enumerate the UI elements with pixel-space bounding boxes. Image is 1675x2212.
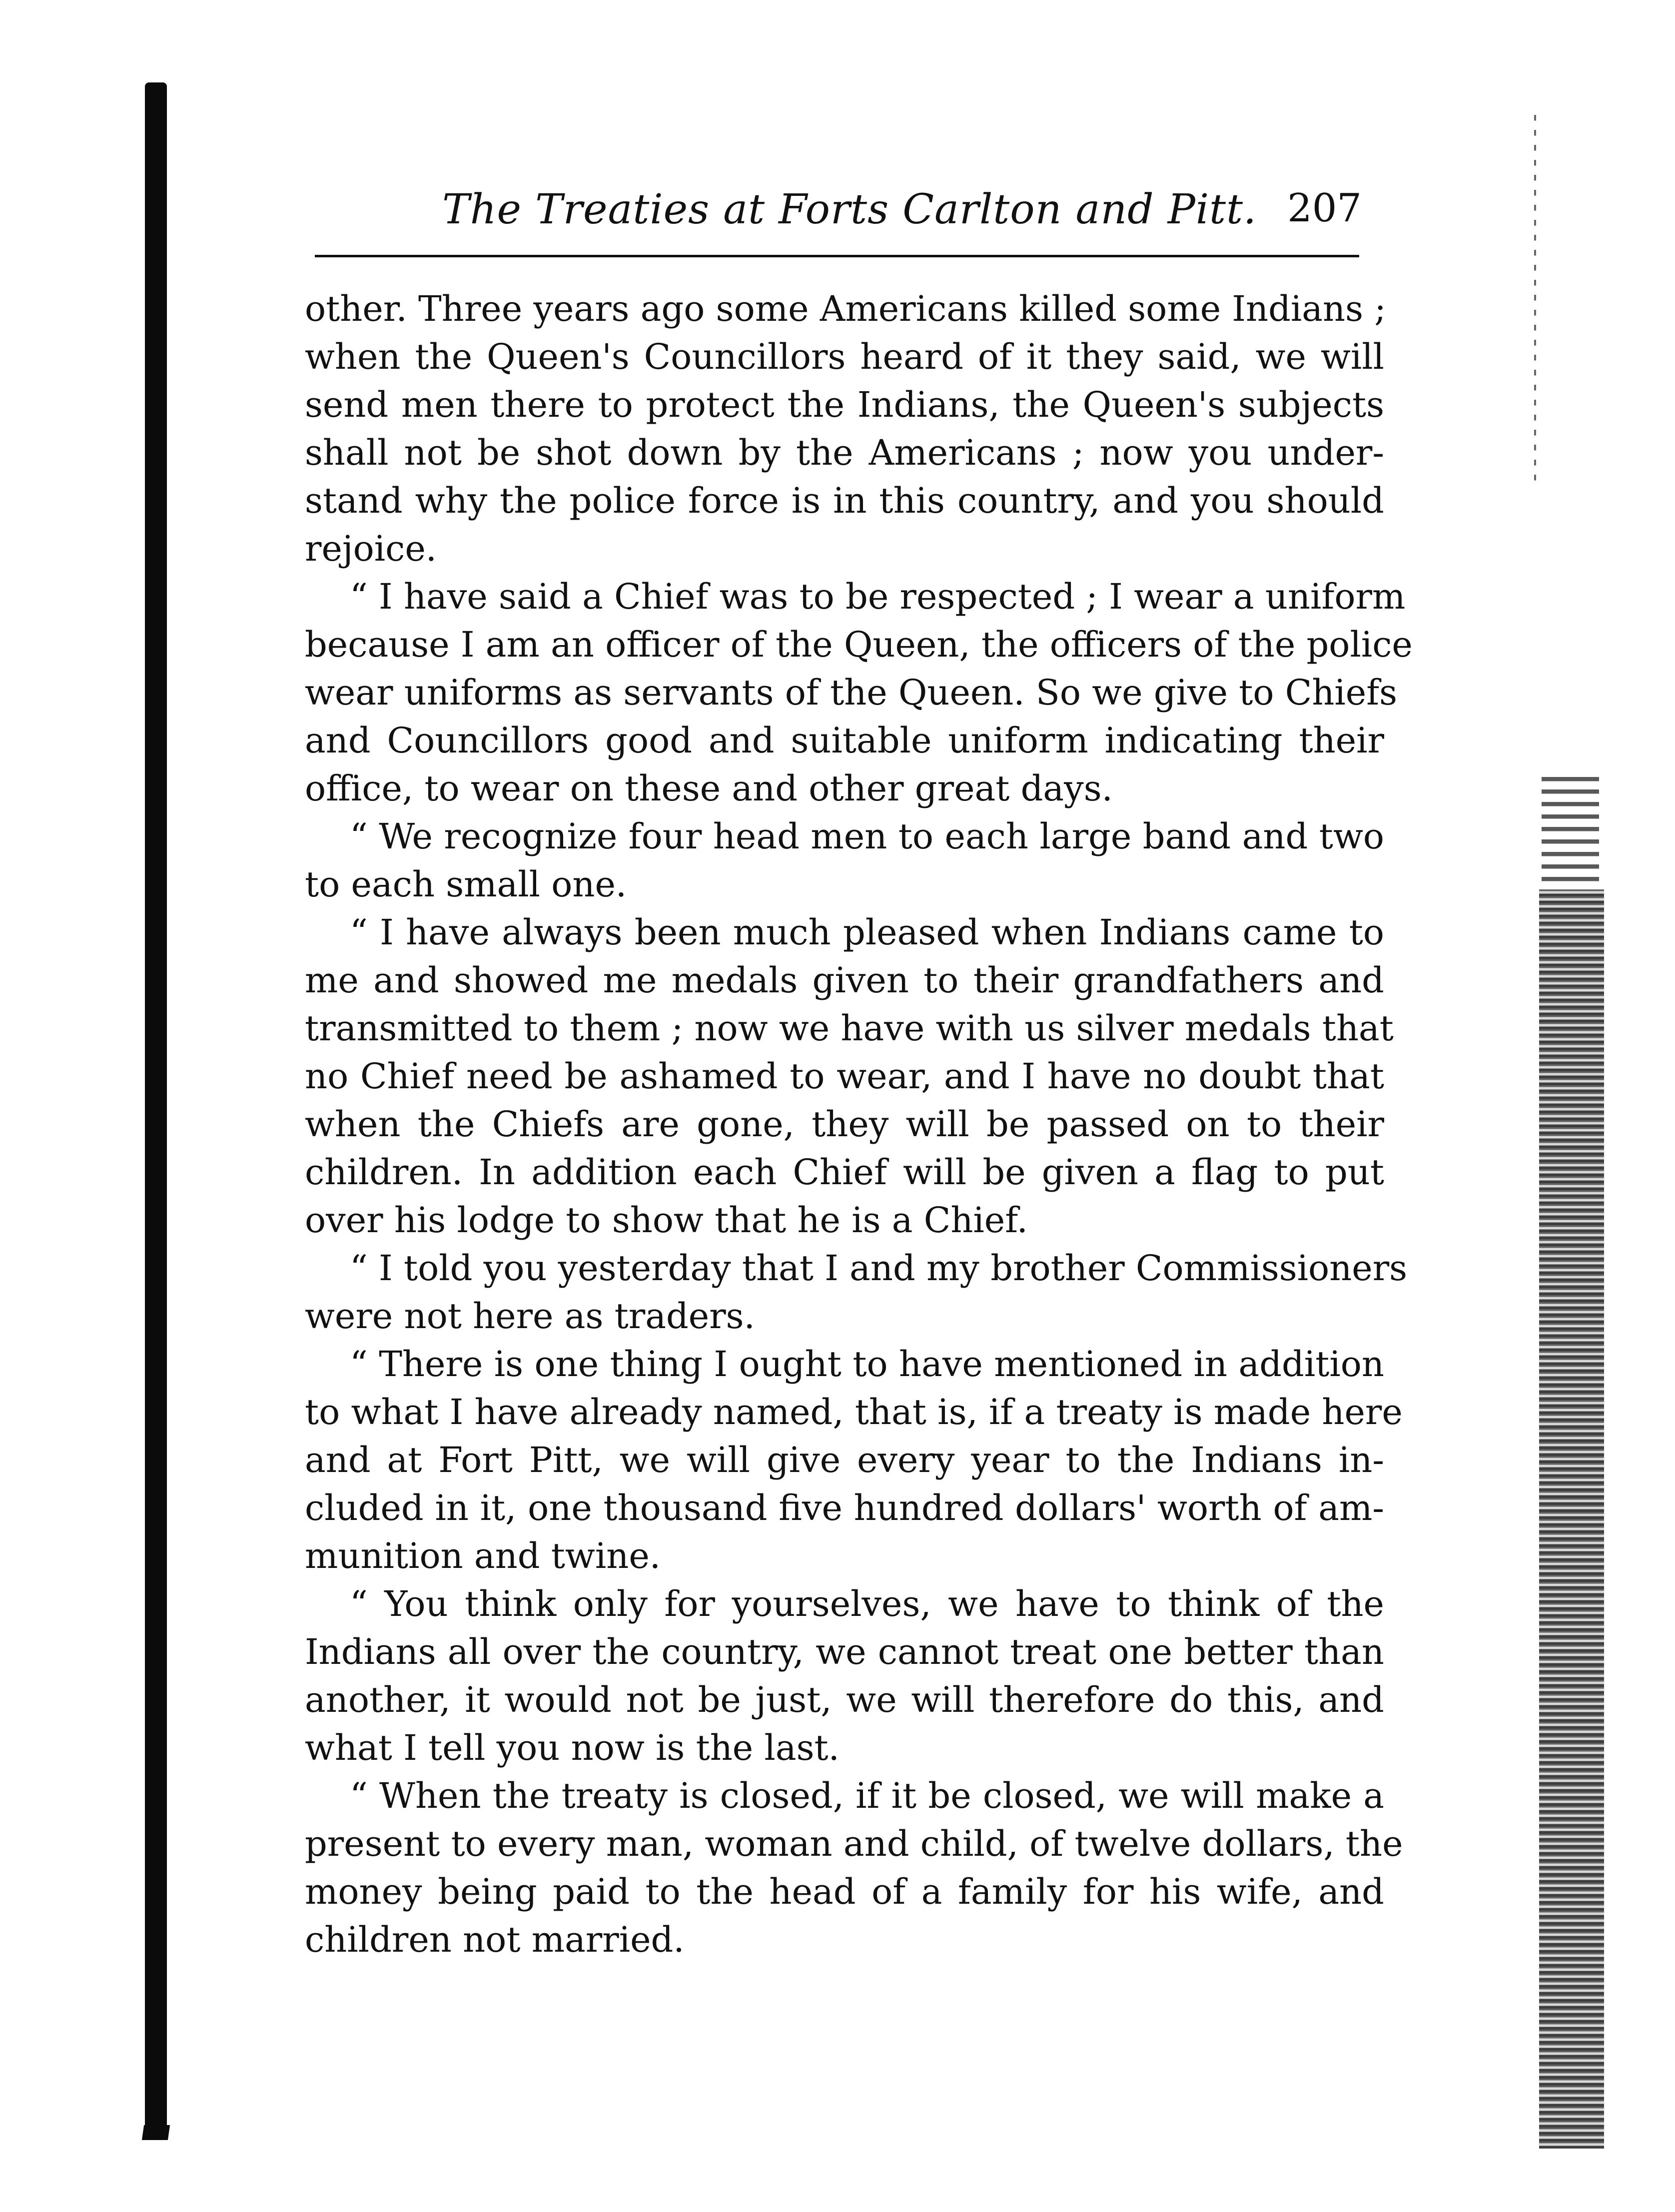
text-line: rejoice. bbox=[305, 528, 437, 569]
page-number: 207 bbox=[1287, 186, 1362, 231]
paragraph-8 bbox=[305, 1772, 1403, 1964]
book-spine bbox=[1539, 889, 1604, 2149]
paragraph-3 bbox=[305, 812, 1384, 908]
paragraph-6 bbox=[305, 1340, 1403, 1580]
paragraph-5 bbox=[305, 1244, 1408, 1340]
text-line: “ We recognize four head men to each large band and two bbox=[350, 816, 1384, 857]
text-line: send men there to protect the Indians, the Queen's subjects bbox=[305, 384, 1384, 425]
text-line: and at Fort Pitt, we will give every year to the Indians in- bbox=[305, 1440, 1384, 1480]
spine-texture-top bbox=[1542, 774, 1599, 889]
paragraph-2 bbox=[305, 573, 1413, 812]
text-line: to each small one. bbox=[305, 864, 627, 905]
paragraph-7 bbox=[305, 1580, 1384, 1772]
text-line: “ You think only for yourselves, we have to think of the bbox=[350, 1583, 1384, 1624]
page-edge-marks bbox=[1534, 110, 1536, 490]
text-line: shall not be shot down by the Americans ; now you under- bbox=[305, 432, 1384, 473]
text-line: money being paid to the head of a family for his wife, and bbox=[305, 1871, 1384, 1912]
text-line: to what I have already named, that is, if a treaty is made here bbox=[305, 1392, 1403, 1433]
page-body bbox=[305, 285, 1413, 1964]
text-line: office, to wear on these and other great days. bbox=[305, 768, 1113, 809]
paragraph-4 bbox=[305, 908, 1394, 1244]
text-line: because I am an officer of the Queen, the officers of the police bbox=[305, 624, 1413, 665]
text-line: when the Queen's Councillors heard of it they said, we will bbox=[305, 336, 1384, 377]
text-line: stand why the police force is in this country, and you should bbox=[305, 480, 1384, 521]
text-line: what I tell you now is the last. bbox=[305, 1727, 839, 1768]
paragraph-1 bbox=[305, 285, 1384, 573]
text-line: Indians all over the country, we cannot treat one better than bbox=[305, 1631, 1384, 1672]
text-line: “ I told you yesterday that I and my brother Commissioners bbox=[350, 1248, 1408, 1289]
text-line: another, it would not be just, we will therefore do this, and bbox=[305, 1679, 1384, 1720]
text-line: me and showed me medals given to their grandfathers and bbox=[305, 960, 1384, 1001]
text-line: and Councillors good and suitable uniform indicating their bbox=[305, 720, 1384, 761]
text-line: munition and twine. bbox=[305, 1535, 661, 1576]
binding-shadow bbox=[145, 82, 167, 2131]
text-line: wear uniforms as servants of the Queen. So we give to Chiefs bbox=[305, 672, 1398, 713]
text-line: were not here as traders. bbox=[305, 1296, 755, 1337]
text-line: transmitted to them ; now we have with us silver medals that bbox=[305, 1008, 1394, 1049]
running-head: The Treaties at Forts Carlton and Pitt. bbox=[442, 186, 1257, 233]
header-rule bbox=[315, 255, 1359, 257]
text-line: no Chief need be ashamed to wear, and I have no doubt that bbox=[305, 1056, 1384, 1097]
text-line: present to every man, woman and child, of twelve dollars, the bbox=[305, 1823, 1403, 1864]
page-header bbox=[442, 186, 1362, 241]
text-line: “ When the treaty is closed, if it be closed, we will make a bbox=[350, 1775, 1384, 1816]
text-line: when the Chiefs are gone, they will be passed on to their bbox=[305, 1104, 1384, 1145]
text-line: “ I have always been much pleased when Indians came to bbox=[350, 912, 1384, 953]
text-line: children not married. bbox=[305, 1919, 685, 1960]
text-line: over his lodge to show that he is a Chief. bbox=[305, 1200, 1028, 1241]
text-line: “ I have said a Chief was to be respected ; I wear a uniform bbox=[350, 576, 1406, 617]
text-line: “ There is one thing I ought to have mentioned in addition bbox=[350, 1344, 1384, 1385]
text-line: children. In addition each Chief will be given a flag to put bbox=[305, 1152, 1384, 1193]
text-line: other. Three years ago some Americans killed some Indians ; bbox=[305, 288, 1386, 329]
text-line: cluded in it, one thousand five hundred dollars' worth of am- bbox=[305, 1487, 1384, 1528]
